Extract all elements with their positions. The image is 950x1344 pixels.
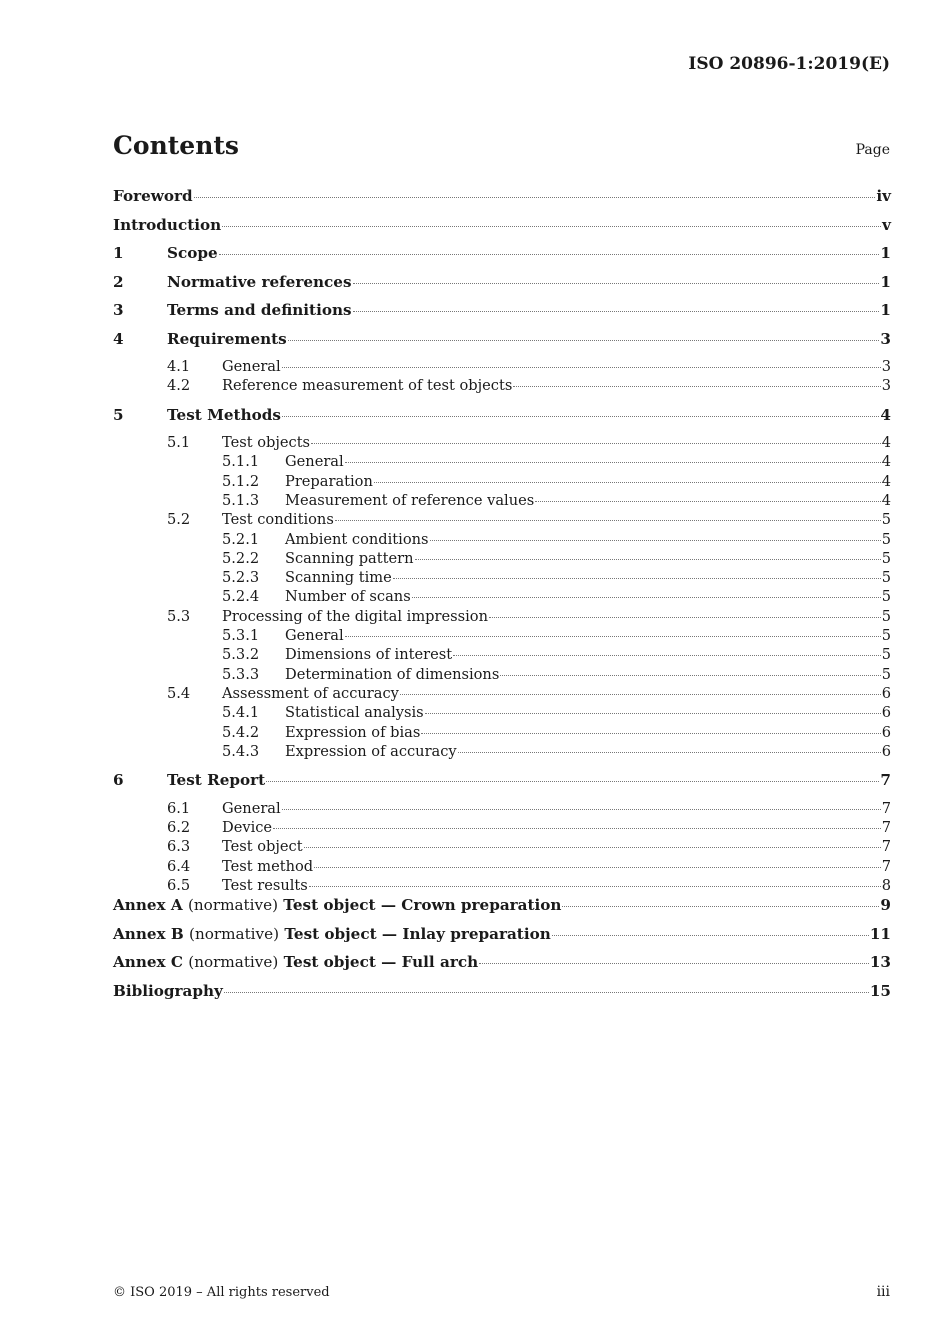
toc-entry[interactable] (113, 568, 891, 587)
toc-entry-title: Statistical analysis (285, 704, 424, 722)
table-of-contents (113, 186, 891, 1009)
toc-entry-number: 5.3.1 (222, 627, 260, 645)
dot-leader (421, 732, 880, 734)
toc-entry-page: 3 (880, 329, 891, 348)
toc-entry-title: Introduction (113, 215, 222, 234)
dot-leader (500, 674, 880, 676)
toc-entry-number: 6.5 (167, 876, 191, 894)
toc-entry-page: 7 (880, 771, 891, 790)
toc-entry-title: Measurement of reference values (285, 491, 535, 509)
dot-leader (552, 934, 869, 936)
toc-entry[interactable] (113, 452, 891, 471)
toc-entry-page: 6 (881, 723, 891, 741)
toc-entry[interactable] (113, 472, 891, 491)
toc-entry[interactable] (113, 742, 891, 761)
toc-entry-page: 9 (880, 896, 891, 915)
toc-entry-page: 5 (881, 646, 891, 664)
dot-leader (489, 616, 881, 618)
toc-entry-number: 5.2 (167, 511, 191, 529)
toc-entry-number: 6.2 (167, 818, 191, 836)
dot-leader (458, 751, 881, 753)
dot-leader (393, 577, 881, 579)
dot-leader (282, 415, 880, 417)
toc-entry-title: Test Methods (167, 405, 281, 424)
toc-entry[interactable] (113, 952, 891, 981)
toc-entry-number: 5 (113, 405, 124, 424)
toc-entry-page: 1 (880, 244, 891, 262)
toc-entry[interactable] (113, 770, 891, 799)
toc-entry[interactable] (113, 215, 891, 244)
dot-leader (400, 693, 881, 695)
page-title: Contents (113, 131, 240, 160)
toc-entry-number: 5.3.3 (222, 665, 260, 683)
toc-entry-title: Test objects (222, 434, 311, 452)
toc-entry[interactable] (113, 857, 891, 876)
toc-entry-title: Processing of the digital impression (222, 607, 488, 625)
dot-leader (219, 253, 880, 255)
toc-entry-number: 5.3 (167, 607, 191, 625)
dot-leader (479, 962, 869, 964)
toc-entry-number: 2 (113, 272, 124, 291)
dot-leader (345, 461, 881, 463)
dot-leader (273, 827, 881, 829)
dot-leader (282, 366, 881, 368)
toc-entry-number: 4.2 (167, 377, 191, 395)
dot-leader (513, 385, 880, 387)
toc-entry[interactable] (113, 837, 891, 856)
annex-qualifier: (normative) (189, 924, 280, 943)
toc-entry[interactable] (113, 530, 891, 549)
toc-entry-page: 3 (881, 377, 891, 395)
toc-entry-title: Test object (222, 838, 303, 856)
toc-entry-title: Expression of accuracy (285, 742, 457, 760)
dot-leader (311, 442, 881, 444)
toc-entry[interactable] (113, 433, 891, 452)
toc-entry-page: 5 (881, 549, 891, 567)
toc-entry[interactable] (113, 549, 891, 568)
toc-entry[interactable] (113, 405, 891, 434)
document-id: ISO 20896-1:2019(E) (688, 54, 890, 74)
toc-entry[interactable] (113, 357, 891, 376)
toc-entry-number: 5.1.1 (222, 453, 260, 471)
dot-leader (453, 654, 881, 656)
toc-entry[interactable] (113, 665, 891, 684)
toc-entry-title: Determination of dimensions (285, 665, 500, 683)
toc-entry[interactable] (113, 491, 891, 510)
dot-leader (353, 310, 880, 312)
toc-entry-page: 1 (880, 272, 891, 291)
toc-entry-title (113, 924, 551, 944)
toc-entry-number: 5.1.2 (222, 472, 260, 490)
toc-entry-title: General (222, 799, 281, 817)
toc-entry-title (113, 895, 561, 915)
toc-entry-title: General (222, 358, 281, 375)
toc-entry-page: 4 (880, 405, 891, 424)
copyright-notice: © ISO 2019 – All rights reserved (113, 1285, 330, 1300)
toc-entry-title: Requirements (167, 329, 287, 348)
toc-entry-number: 3 (113, 301, 124, 319)
toc-entry-page: 5 (881, 511, 891, 529)
toc-entry-title: General (285, 627, 344, 645)
annex-label: Annex C (113, 953, 183, 972)
toc-entry[interactable] (113, 186, 891, 215)
toc-entry[interactable] (113, 876, 891, 895)
dot-leader (224, 991, 869, 993)
toc-entry[interactable] (113, 243, 891, 272)
toc-entry[interactable] (113, 924, 891, 953)
toc-entry-page: 1 (880, 301, 891, 319)
toc-entry[interactable] (113, 329, 891, 358)
dot-leader (288, 339, 880, 341)
toc-entry[interactable] (113, 272, 891, 301)
page-column-label: Page (855, 142, 890, 158)
dot-leader (374, 481, 881, 483)
toc-entry[interactable] (113, 818, 891, 837)
annex-label: Annex B (113, 924, 184, 943)
annex-qualifier: (normative) (188, 953, 279, 972)
toc-entry[interactable] (113, 645, 891, 664)
dot-leader (304, 846, 881, 848)
toc-entry-number: 5.4.3 (222, 742, 260, 760)
toc-entry-page: 8 (881, 876, 891, 894)
dot-leader (345, 635, 881, 637)
toc-entry-number: 4 (113, 329, 124, 348)
dot-leader (282, 808, 881, 810)
toc-entry-title (113, 952, 478, 972)
toc-entry-page: 4 (881, 491, 891, 509)
toc-entry-page: 5 (881, 588, 891, 606)
toc-entry-title: Device (222, 818, 273, 836)
toc-entry-number: 5.2.4 (222, 588, 260, 606)
toc-entry-title: Test method (222, 857, 314, 875)
dot-leader (314, 866, 881, 868)
annex-label: Annex A (113, 896, 183, 915)
toc-entry-title: Foreword (113, 187, 193, 205)
toc-entry[interactable] (113, 799, 891, 818)
toc-entry-page: v (882, 215, 891, 234)
toc-entry-number: 4.1 (167, 358, 191, 375)
toc-entry-page: 4 (881, 434, 891, 452)
toc-entry-title: Preparation (285, 472, 373, 490)
annex-title: Test object — Crown preparation (283, 896, 562, 915)
toc-entry-page: 5 (881, 665, 891, 683)
toc-entry-number: 6 (113, 771, 124, 790)
annex-title: Test object — Full arch (283, 953, 479, 972)
toc-entry-page: iv (876, 187, 891, 205)
toc-entry-title: General (285, 453, 344, 471)
toc-entry-title: Scope (167, 244, 218, 262)
toc-entry[interactable] (113, 703, 891, 722)
toc-entry-title: Number of scans (285, 588, 411, 606)
toc-entry-number: 5.4.2 (222, 723, 260, 741)
toc-entry-number: 6.3 (167, 838, 191, 856)
dot-leader (535, 500, 880, 502)
dot-leader (562, 905, 879, 907)
toc-entry[interactable] (113, 587, 891, 606)
toc-entry-number: 6.1 (167, 799, 191, 817)
toc-entry-title: Reference measurement of test objects (222, 377, 513, 395)
dot-leader (335, 519, 881, 521)
dot-leader (425, 712, 881, 714)
toc-entry[interactable] (113, 684, 891, 703)
toc-entry-number: 5.3.2 (222, 646, 260, 664)
toc-entry-title: Expression of bias (285, 723, 421, 741)
toc-entry-page: 13 (869, 953, 891, 972)
annex-qualifier: (normative) (187, 896, 278, 915)
dot-leader (266, 780, 879, 782)
toc-entry[interactable] (113, 376, 891, 395)
dot-leader (222, 225, 881, 227)
toc-entry-number: 5.2.2 (222, 549, 260, 567)
toc-entry-page: 6 (881, 704, 891, 722)
toc-entry-title: Scanning time (285, 569, 392, 587)
toc-entry-number: 5.4 (167, 684, 191, 702)
toc-entry-page: 11 (869, 924, 891, 943)
toc-entry-title: Test results (222, 876, 308, 894)
toc-entry-page: 15 (869, 981, 891, 1000)
annex-title: Test object — Inlay preparation (284, 924, 551, 943)
toc-entry-page: 6 (881, 742, 891, 760)
toc-entry[interactable] (113, 895, 891, 924)
toc-entry[interactable] (113, 723, 891, 742)
toc-entry-page: 7 (881, 799, 891, 817)
toc-entry[interactable] (113, 981, 891, 1010)
dot-leader (353, 282, 880, 284)
dot-leader (415, 558, 881, 560)
toc-entry-page: 5 (881, 530, 891, 548)
toc-entry-number: 6.4 (167, 857, 191, 875)
toc-entry-page: 4 (881, 472, 891, 490)
dot-leader (194, 196, 876, 198)
toc-entry[interactable] (113, 607, 891, 626)
toc-entry-number: 5.2.3 (222, 569, 260, 587)
toc-entry-title: Test Report (167, 771, 266, 790)
toc-entry-title: Terms and definitions (167, 301, 352, 319)
toc-entry-title: Test conditions (222, 511, 334, 529)
toc-entry-page: 7 (881, 838, 891, 856)
toc-entry-title: Ambient conditions (285, 530, 429, 548)
toc-entry-page: 5 (881, 569, 891, 587)
dot-leader (309, 885, 881, 887)
toc-entry-title: Dimensions of interest (285, 646, 453, 664)
toc-entry[interactable] (113, 626, 891, 645)
toc-entry-number: 5.1.3 (222, 491, 260, 509)
toc-entry-page: 7 (881, 857, 891, 875)
toc-entry-page: 7 (881, 818, 891, 836)
toc-entry-number: 5.2.1 (222, 530, 260, 548)
toc-entry-page: 5 (881, 627, 891, 645)
dot-leader (430, 539, 881, 541)
toc-entry-title: Normative references (167, 272, 352, 291)
toc-entry[interactable] (113, 300, 891, 329)
toc-entry-title: Scanning pattern (285, 549, 414, 567)
toc-entry-page: 4 (881, 453, 891, 471)
toc-entry-title: Assessment of accuracy (222, 684, 399, 702)
toc-entry-page: 3 (881, 358, 891, 375)
toc-entry-number: 5.1 (167, 434, 191, 452)
toc-entry-page: 6 (881, 684, 891, 702)
page-number: iii (876, 1284, 890, 1300)
toc-entry-number: 1 (113, 244, 124, 262)
dot-leader (412, 596, 881, 598)
toc-entry-number: 5.4.1 (222, 704, 260, 722)
toc-entry[interactable] (113, 510, 891, 529)
toc-entry-page: 5 (881, 607, 891, 625)
toc-entry-title: Bibliography (113, 981, 223, 1000)
